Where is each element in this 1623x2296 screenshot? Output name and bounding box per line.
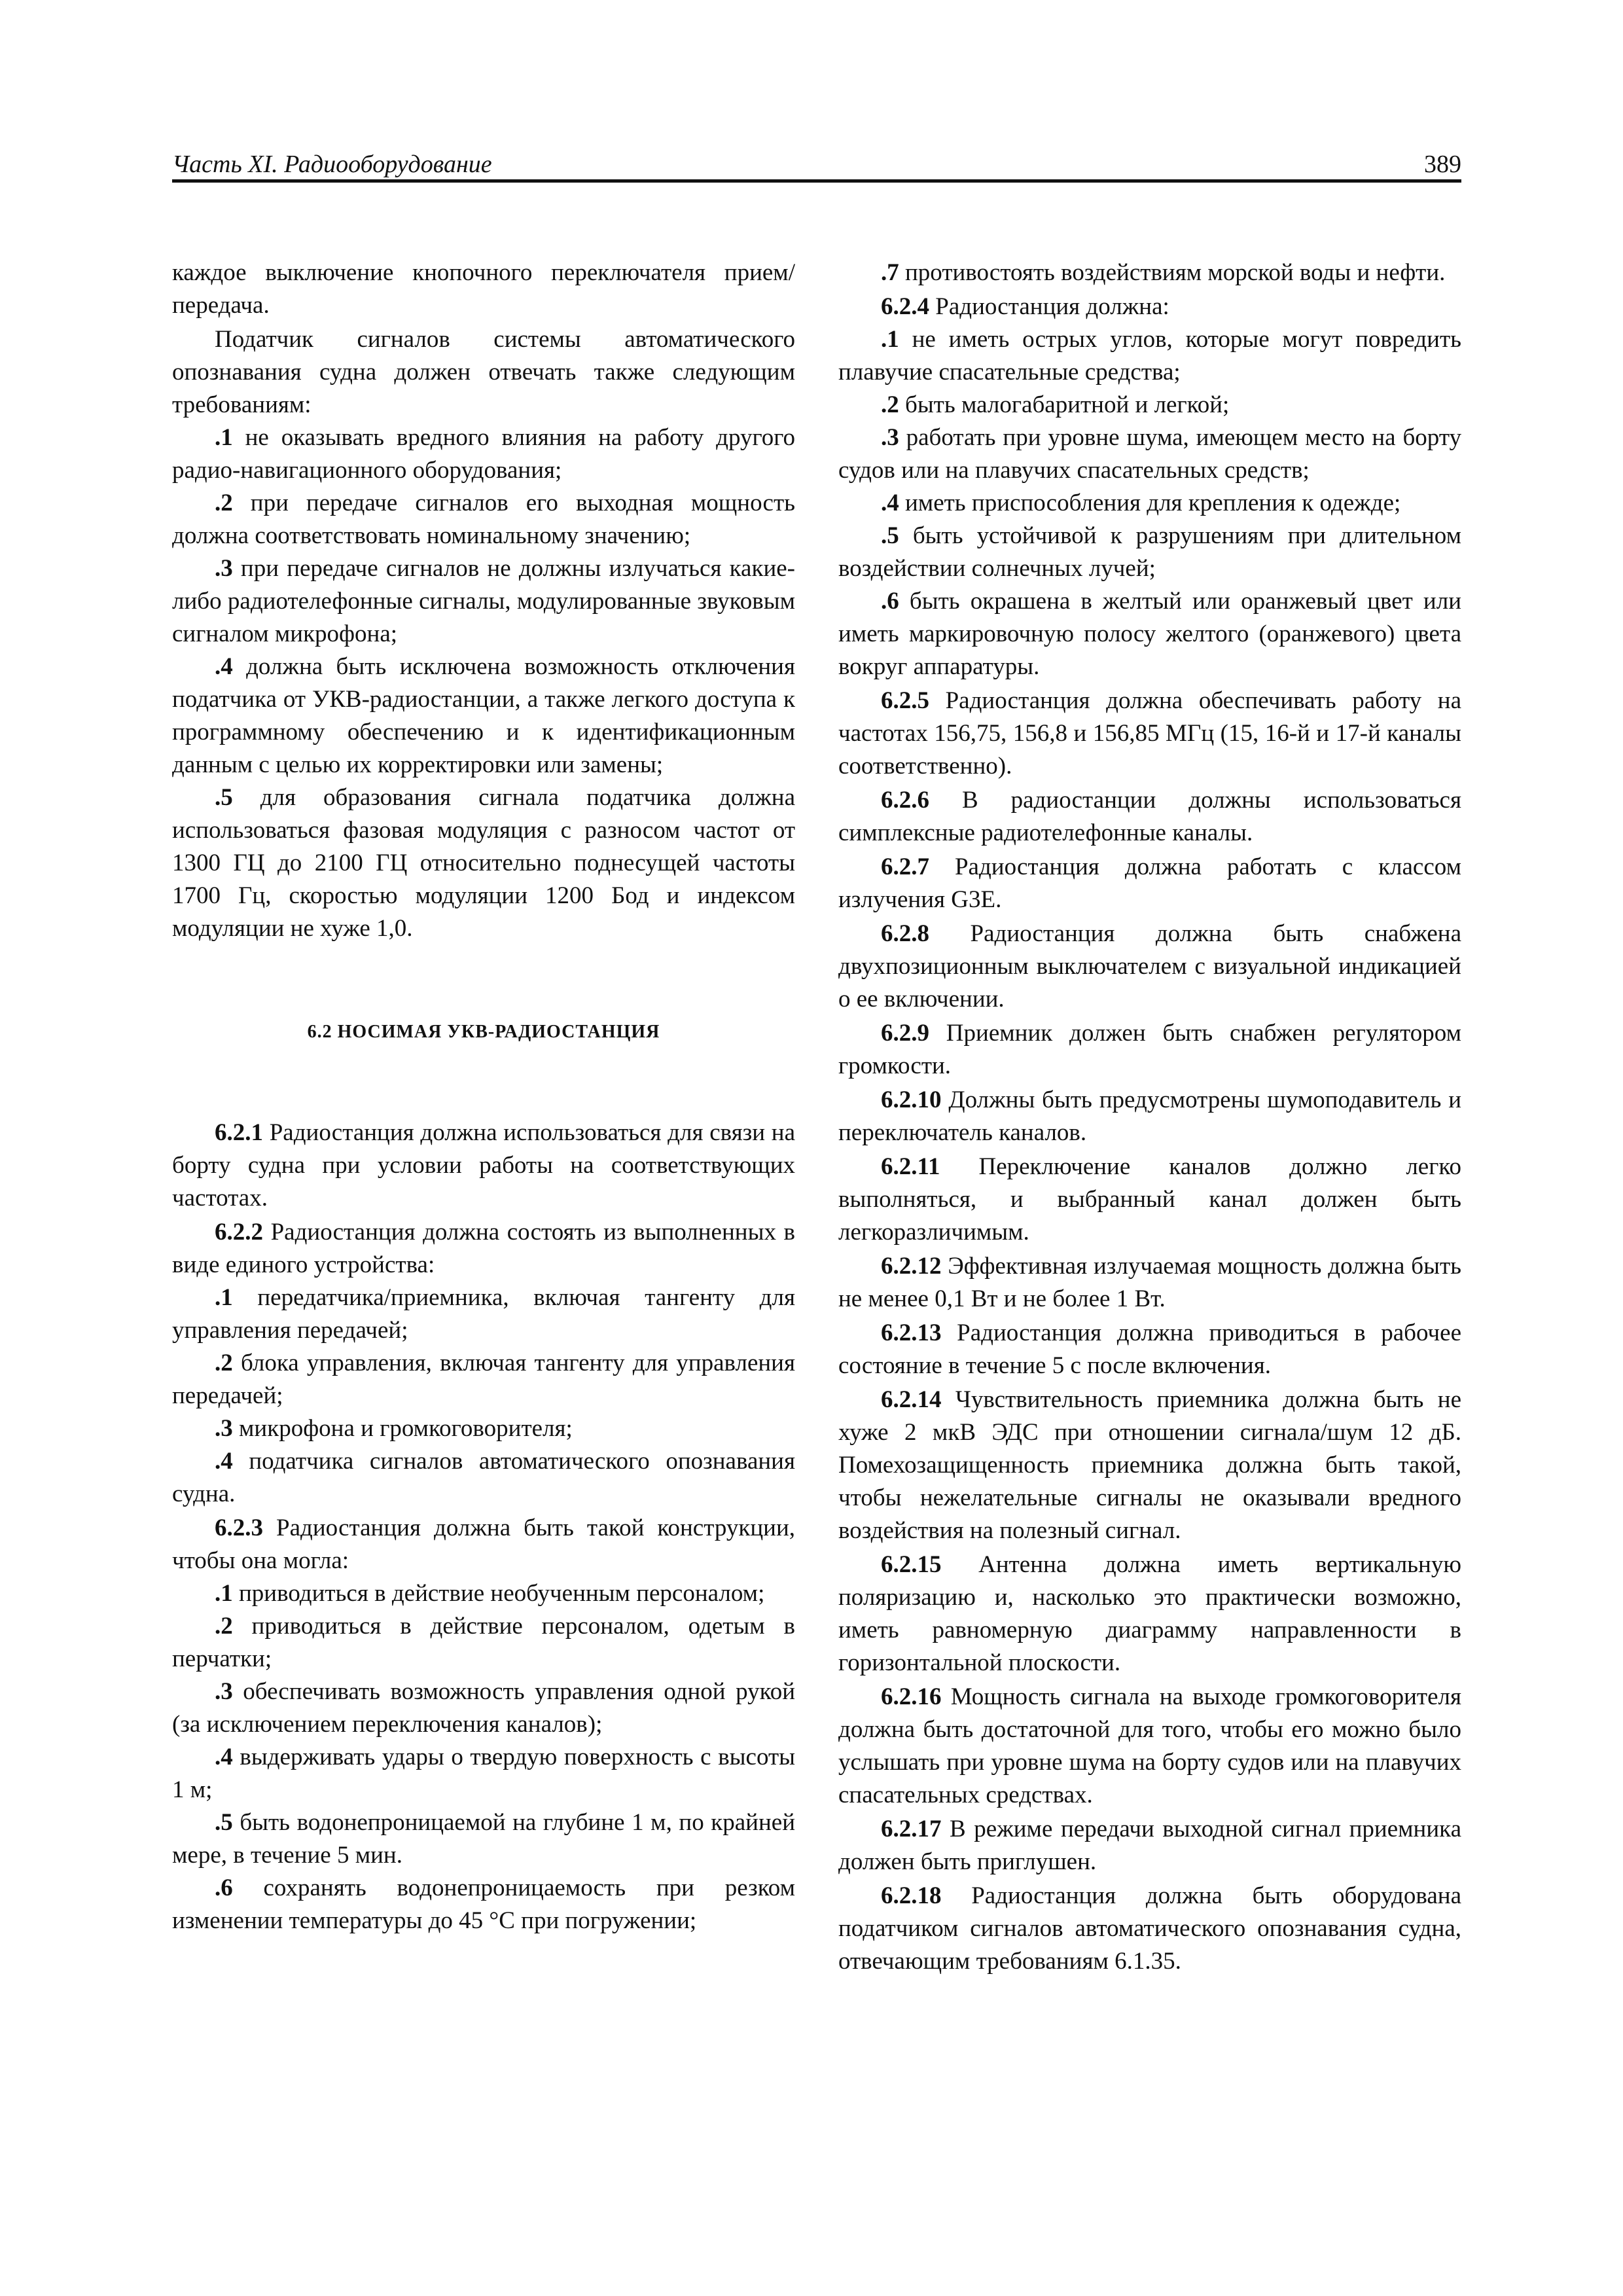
clause-paragraph [838,1151,1461,1249]
list-item [838,585,1461,683]
list-item [172,1872,795,1937]
item-text: быть устойчивой к разрушениям при длительном воздействии солнечных лучей; [838,522,1461,582]
clause-paragraph [838,1384,1461,1547]
item-number: .6 [215,1874,233,1901]
clause-paragraph [838,1317,1461,1382]
clause-number: 6.2.13 [881,1319,942,1346]
clause-text: В режиме передачи выходной сигнал приемника должен быть приглушен. [838,1816,1461,1875]
left-column [172,257,795,1937]
item-number: .5 [881,522,899,549]
clause-number: 6.2.6 [881,787,929,814]
clause-number: 6.2.14 [881,1386,942,1413]
clause-paragraph [838,784,1461,850]
item-number: .3 [215,555,233,582]
clause-number: 6.2.18 [881,1882,942,1909]
list-item [172,1806,795,1872]
clause-text: Мощность сигнала на выходе громкоговорителя должна быть достаточной для того, чтобы его можно было услышать при уровне шума на борту судов или на плавучих спасательных средствах. [838,1683,1461,1808]
item-text: не оказывать вредного влияния на работу другого радио-навигационного оборудования; [172,424,795,484]
paragraph-intro: Податчик сигналов системы автоматического опознавания судна должен отвечать также следующим требованиям: [172,326,795,418]
clause-number: 6.2.10 [881,1086,942,1113]
clause-6-2-1 [172,1117,795,1215]
item-text: приводиться в действие необученным персоналом; [232,1580,765,1607]
item-number: .1 [881,326,899,353]
clause-text: Чувствительность приемника должна быть не хуже 2 мкВ ЭДС при отношении сигнала/шум 12 дБ. Помехозащищенность приемника должна быть такой, чтобы нежелательные сигналы не оказывали вредного воздействия на полезный сигнал. [838,1386,1461,1544]
list-item [172,1347,795,1412]
item-number: .7 [881,259,899,286]
clause-paragraph [838,1813,1461,1878]
list-item [838,422,1461,487]
list-item [172,552,795,651]
clause-text: Радиостанция должна приводиться в рабочее состояние в течение 5 с после включения. [838,1319,1461,1379]
clause-text: Радиостанция должна: [929,293,1169,320]
item-number: .3 [881,424,899,451]
clause-6-2-2 [172,1216,795,1282]
clause-number: 6.2.16 [881,1683,942,1710]
item-number: .2 [215,1350,233,1376]
clause-number: 6.2.11 [881,1153,940,1180]
item-number: .2 [215,1613,233,1640]
clause-text: Должны быть предусмотрены шумоподавитель и переключатель каналов. [838,1086,1461,1146]
item-text: передатчика/приемника, включая тангенту для управления передачей; [172,1284,795,1344]
section-title: 6.2 НОСИМАЯ УКВ-РАДИОСТАНЦИЯ [307,1022,660,1042]
clause-paragraph [838,1681,1461,1812]
clause-text: Переключение каналов должно легко выполняться, и выбранный канал должен быть легкоразличимым. [838,1153,1461,1246]
list-item [838,487,1461,520]
item-text: приводиться в действие персоналом, одетым в перчатки; [172,1613,795,1672]
item-text: сохранять водонепроницаемость при резком изменении температуры до 45 °С при погружении; [172,1874,795,1934]
list-item [172,1445,795,1511]
clause-paragraph [838,1880,1461,1978]
item-number: .5 [215,1809,233,1836]
clause-text: Радиостанция должна обеспечивать работу на частотах 156,75, 156,8 и 156,85 МГц (15, 16-й и 17-й каналы соответственно). [838,687,1461,780]
clause-paragraph [838,685,1461,783]
list-item [172,487,795,552]
item-text: работать при уровне шума, имеющем место на борту судов или на плавучих спасательных средств; [838,424,1461,484]
item-text: должна быть исключена возможность отключения податчика от УКВ-радиостанции, а также легкого доступа к программному обеспечению и к идентификационным данным с целью их корректировки или замены; [172,653,795,778]
clause-number: 6.2.15 [881,1551,942,1578]
clause-number: 6.2.5 [881,687,929,714]
item-text: выдерживать удары о твердую поверхность с высоты 1 м; [172,1744,795,1803]
item-text: не иметь острых углов, которые могут повредить плавучие спасательные средства; [838,326,1461,386]
clause-text: Приемник должен быть снабжен регулятором громкости. [838,1020,1461,1079]
list-item [172,1741,795,1806]
list-item [172,781,795,945]
clause-text: Радиостанция должна быть такой конструкции, чтобы она могла: [172,1515,795,1574]
item-text: быть окрашена в желтый или оранжевый цвет или иметь маркировочную полосу желтого (оранжевого) цвета вокруг аппаратуры. [838,588,1461,680]
item-number: .4 [881,490,899,516]
clause-text: Радиостанция должна состоять из выполненных в виде единого устройства: [172,1219,795,1278]
clause-text: Радиостанция должна быть оборудована податчиком сигналов автоматического опознавания судна, отвечающим требованиям 6.1.35. [838,1882,1461,1975]
list-item [838,323,1461,389]
item-text: при передаче сигналов его выходная мощность должна соответствовать номинальному значению; [172,490,795,549]
header-rule [172,179,1461,183]
clause-paragraph [838,918,1461,1016]
item-number: .2 [215,490,233,516]
clause-text: В радиостанции должны использоваться симплексные радиотелефонные каналы. [838,787,1461,846]
item-number: .4 [215,1448,233,1475]
list-item [172,1676,795,1741]
list-item [172,651,795,781]
clause-paragraph [838,1250,1461,1316]
page-number: 389 [1424,151,1461,178]
clause-number: 6.2.4 [881,293,929,320]
clause-paragraph [838,1084,1461,1149]
list-item [172,1282,795,1347]
item-number: .4 [215,1744,233,1770]
item-number: .1 [215,1284,233,1311]
list-item [172,1577,795,1610]
clause-text: Антенна должна иметь вертикальную поляризацию и, насколько это практически возможно, иметь равномерную диаграмму направленности в горизонтальной плоскости. [838,1551,1461,1676]
clause-text: Радиостанция должна использоваться для связи на борту судна при условии работы на соответствующих частотах. [172,1119,795,1211]
clause-paragraph [838,1017,1461,1083]
clause-number: 6.2.1 [215,1119,263,1146]
clause-number: 6.2.3 [215,1515,263,1541]
item-number: .1 [215,424,233,451]
item-text: для образования сигнала податчика должна использоваться фазовая модуляция с разносом частот от 1300 ГЦ до 2100 ГЦ относительно поднесущей частоты 1700 Гц, скоростью модуляции 1200 Бод и индексом модуляции не хуже 1,0. [172,784,795,942]
clause-paragraph [838,851,1461,916]
clause-6-2-4 [838,291,1461,323]
item-text: противостоять воздействиям морской воды и нефти. [899,259,1446,286]
item-text: податчика сигналов автоматического опознавания судна. [172,1448,795,1507]
item-text: при передаче сигналов не должны излучаться какие-либо радиотелефонные сигналы, модулированные звуковым сигналом микрофона; [172,555,795,647]
clause-6-2-3 [172,1512,795,1577]
item-number: .4 [215,653,233,680]
clause-number: 6.2.12 [881,1253,942,1280]
list-item [838,520,1461,585]
clause-paragraph [838,1549,1461,1679]
item-text: быть водонепроницаемой на глубине 1 м, по крайней мере, в течение 5 мин. [172,1809,795,1869]
item-text: иметь приспособления для крепления к одежде; [899,490,1401,516]
clause-number: 6.2.2 [215,1219,263,1246]
item-text: блока управления, включая тангенту для управления передачей; [172,1350,795,1409]
right-column [838,257,1461,1978]
list-item [172,422,795,487]
header-title: Часть XI. Радиооборудование [172,151,492,178]
item-number: .1 [215,1580,233,1607]
list-item [172,1610,795,1676]
paragraph-continuation: каждое выключение кнопочного переключателя прием/передача. [172,259,795,319]
item-text: микрофона и громкоговорителя; [232,1415,573,1442]
clause-number: 6.2.9 [881,1020,929,1047]
item-number: .5 [215,784,233,811]
item-number: .2 [881,391,899,418]
clause-text: Эффективная излучаемая мощность должна быть не менее 0,1 Вт и не более 1 Вт. [838,1253,1461,1312]
clause-number: 6.2.17 [881,1816,942,1842]
clause-text: Радиостанция должна работать с классом излучения G3E. [838,853,1461,913]
list-item [172,1412,795,1445]
clause-number: 6.2.8 [881,920,929,947]
running-header [172,143,1461,179]
list-item [838,257,1461,289]
item-number: .6 [881,588,899,615]
clause-number: 6.2.7 [881,853,929,880]
item-text: обеспечивать возможность управления одной рукой (за исключением переключения каналов); [172,1678,795,1738]
item-number: .3 [215,1678,233,1705]
list-item [838,389,1461,422]
clause-text: Радиостанция должна быть снабжена двухпозиционным выключателем с визуальной индикацией о ее включении. [838,920,1461,1013]
item-number: .3 [215,1415,233,1442]
item-text: быть малогабаритной и легкой; [899,391,1230,418]
